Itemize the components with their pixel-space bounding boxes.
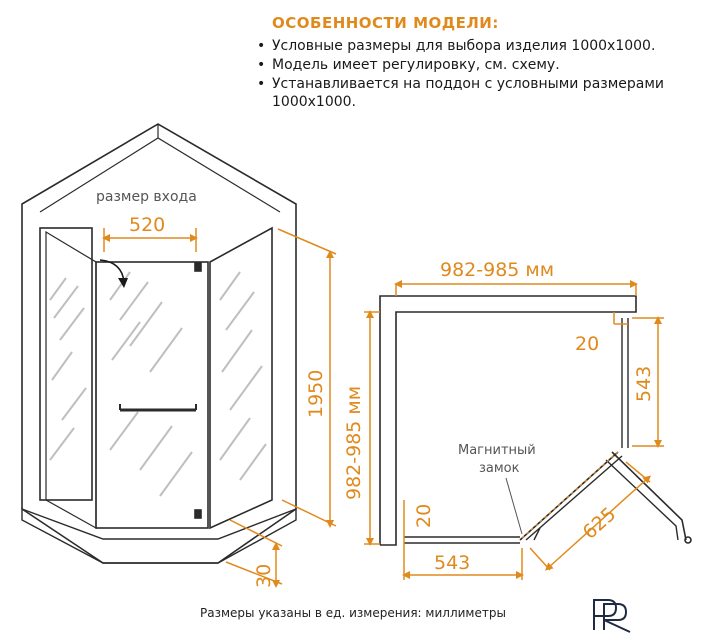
glass-panel-left: [40, 228, 92, 500]
features-title: ОСОБЕННОСТИ МОДЕЛИ:: [272, 14, 499, 32]
gap-left-label: 20: [413, 503, 435, 528]
dimension-plan-depth: [364, 312, 380, 544]
glass-panel-right-front: [210, 228, 272, 528]
magnet-label-line2: замок: [479, 461, 520, 476]
magnet-leader: [506, 478, 522, 534]
magnet-label-line1: Магнитный: [458, 443, 536, 458]
gap-top-label: 20: [575, 333, 600, 355]
feature-item: • Модель имеет регулировку, см. схему.: [272, 56, 704, 74]
glass-panel-left-front: [46, 232, 96, 528]
feature-item: • Условные размеры для выбора изделия 1000х1000.: [272, 37, 704, 55]
tray-height-label: 30: [253, 563, 275, 588]
side-bottom-label: 543: [434, 552, 471, 574]
glass-reflection-hatch: [50, 272, 266, 496]
entry-width-label: 520: [129, 214, 166, 236]
dimension-plan-width: [396, 284, 636, 296]
units-note: Размеры указаны в ед. измерения: миллиметры: [200, 606, 506, 620]
side-right-label: 543: [633, 365, 655, 402]
door-panel: [96, 262, 208, 528]
height-label: 1950: [305, 369, 327, 418]
door-diagonal-label: 625: [578, 503, 621, 544]
door-open-position: [612, 452, 686, 540]
plan-width-label: 982-985 мм: [440, 259, 555, 281]
dimension-gap-top: [614, 312, 628, 324]
entry-label: размер входа: [96, 189, 197, 205]
brand-logo: [590, 594, 636, 634]
plan-depth-label: 982-985 мм: [343, 385, 365, 500]
feature-item: • Устанавливается на поддон с условными размерами 1000х1000.: [272, 75, 704, 111]
